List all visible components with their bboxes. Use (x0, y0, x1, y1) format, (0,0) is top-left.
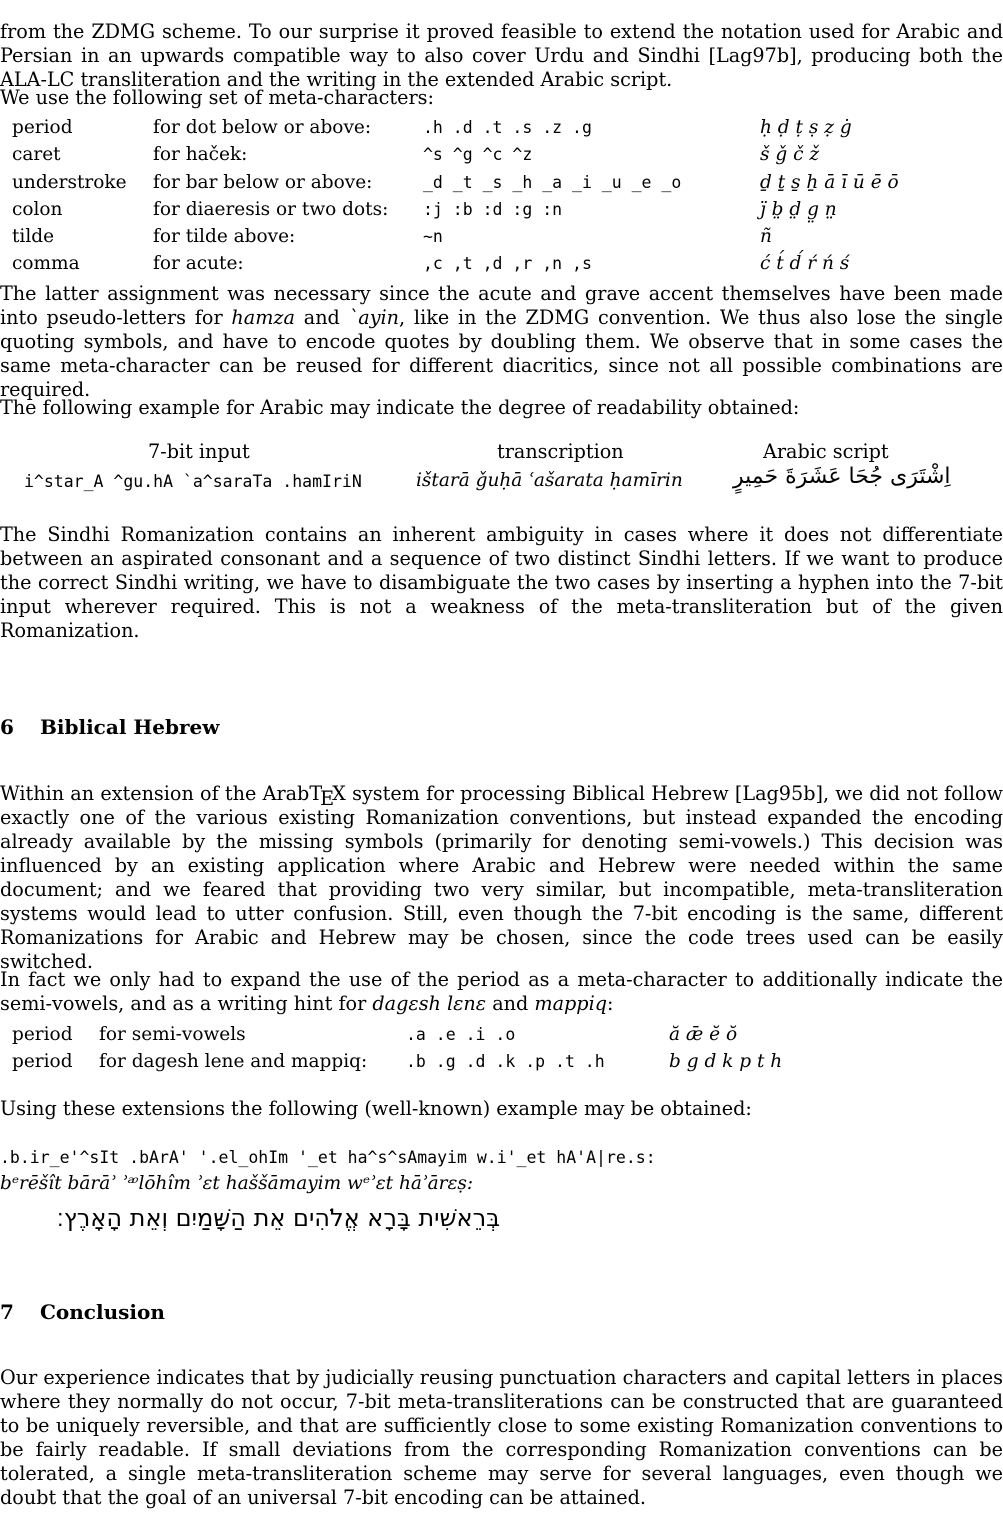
meta-description: for dot below or above: (153, 117, 372, 138)
meta-name: period (12, 1024, 73, 1045)
meta-result: š ǧ č ž (760, 144, 820, 166)
meta-code: ^s ^g ^c ^z (423, 145, 533, 165)
meta-name: period (12, 1051, 73, 1073)
tex-x: X (332, 782, 346, 805)
meta-code: ~n (423, 227, 443, 247)
intro-paragraph: from the ZDMG scheme. To our surprise it proved feasible to extend the notation used for Arabic and Persian in an upwards compatible way to also cover Urdu and Sindhi [Lag97b], producing both the ALA-LC transliteration and the writing in the extended Arabic script. (0, 20, 1003, 91)
meta-code: ,c ,t ,d ,r ,n ,s (423, 254, 592, 274)
tex-t: T (309, 782, 323, 805)
header-7bit-input: 7-bit input (148, 440, 250, 463)
text-segment: : (607, 992, 614, 1015)
section-number: 7 (0, 1300, 14, 1324)
table-row (12, 196, 980, 223)
conclusion-paragraph: Our experience indicates that by judicially reusing punctuation characters and capital letters in places where they normally do not occur, 7-bit meta-transliterations can be constructed that are guaranteed to be uniquely reversible, and that are sufficiently close to some existing Romanization conventions to be fairly readable. If small deviations from the corresponding Romanization conventions can be tolerated, a single meta-transliteration scheme may serve for several languages, even though we doubt that the goal of an universal 7-bit encoding can be attained. (0, 1366, 1003, 1509)
latter-assignment-paragraph (0, 282, 1003, 402)
text-segment: , like in the ZDMG convention. We thus also lose the single quoting symbols, and have to encode quotes by doubling them. We observe that in some cases the same meta-character can be reused for different diacritics, since not all possible combinations are required. (0, 306, 1003, 401)
table-row (12, 1048, 809, 1075)
header-arabic-script: Arabic script (763, 440, 889, 463)
example-arabic-script: اِشْتَرَى جُحَا عَشَرَةَ حَمِيرٍ (733, 464, 951, 489)
meta-result: j̈ b̤ d̤ g̤ n̤ (760, 198, 837, 220)
hebrew-paragraph-1 (0, 782, 1003, 974)
term-ayin: `ayin (348, 306, 400, 329)
meta-description: for acute: (153, 253, 244, 275)
meta-result: ñ (760, 226, 772, 248)
text-segment: and (486, 992, 535, 1015)
tex-e: E (320, 787, 335, 810)
hebrew-meta-table (12, 1021, 809, 1076)
hebrew-example-input: .b.ir_e'^sIt .bArA' '.el_ohIm '_et ha^s^sAmayim w.i'_et hA'A|re.s: (0, 1148, 656, 1167)
tex-logo (309, 782, 346, 810)
section-title: Conclusion (40, 1300, 165, 1324)
hebrew-example-transcription: bᵉrēšît bārāʾ ʾᵆlōhîm ʾɛt haššāmayim wᵉʾɛt hāʾārɛṣ: (0, 1173, 474, 1194)
meta-name: colon (12, 198, 63, 220)
term-hamza: hamza (231, 306, 295, 329)
table-row (12, 169, 980, 196)
section-heading-6 (0, 715, 219, 739)
meta-description: for diaeresis or two dots: (153, 198, 389, 220)
meta-name: understroke (12, 171, 127, 193)
text-segment: Within an extension of the Arab (0, 782, 310, 805)
meta-name: tilde (12, 226, 55, 248)
example-transcription: ištarā ǧuḥā ʿašarata ḥamīrin (416, 470, 683, 491)
meta-code: .h .d .t .s .z .g (423, 118, 592, 137)
term-dagesh-lene: dagɛsh lɛnɛ (372, 992, 487, 1015)
text-segment: and (294, 306, 349, 329)
table-row (12, 1021, 809, 1048)
meta-description: for dagesh lene and mappiq: (99, 1051, 368, 1073)
text-segment: The latter assignment was necessary since the acute and grave accent themselves have been made into pseudo-letters for (0, 282, 1003, 329)
text-segment: In fact we only had to expand the use of the period as a meta-character to additionally indicate the semi-vowels, and as a writing hint for (0, 968, 1003, 1015)
meta-characters-lead: We use the following set of meta-characters: (0, 86, 434, 109)
hebrew-example-script: בְּרֵאשִׁית בָּרָא אֱלֹהִים אֵת הַשָּׁמַיִם וְאֵת הָאָרֶץ׃ (56, 1204, 500, 1232)
extensions-paragraph: Using these extensions the following (well-known) example may be obtained: (0, 1097, 752, 1120)
readability-paragraph: The following example for Arabic may indicate the degree of readability obtained: (0, 396, 800, 419)
meta-result: ć t́ d́ ŕ ń ś (760, 253, 850, 275)
meta-code: :j :b :d :g :n (423, 199, 563, 219)
table-row (12, 223, 980, 250)
meta-name: comma (12, 253, 80, 275)
meta-result: b g d k p t h (669, 1051, 783, 1073)
meta-description: for bar below or above: (153, 171, 373, 193)
hebrew-paragraph-2 (0, 968, 1003, 1016)
text-segment: system for processing Biblical Hebrew [Lag95b], we did not follow exactly one of the various existing Romanization conventions, but instead expanded the encoding already available by the missing symbols (primarily for denoting semi-vowels.) This decision was influenced by an existing application where Arabic and Hebrew were needed within the same document; and we feared that providing two very similar, but incompatible, meta-transliteration systems would lead to utter confusion. Still, even though the 7-bit encoding is the same, different Romanizations for Arabic and Hebrew may be chosen, since the code trees used can be easily switched. (0, 782, 1003, 973)
meta-name: caret (12, 144, 61, 166)
meta-description: for semi-vowels (99, 1024, 246, 1045)
section-heading-7 (0, 1300, 165, 1324)
meta-description: for haček: (153, 144, 248, 166)
meta-description: for tilde above: (153, 226, 296, 248)
table-row (12, 141, 980, 168)
meta-code: .a .e .i .o (406, 1025, 516, 1044)
example-input: i^star_A ^gu.hA `a^saraTa .hamIriN (24, 472, 362, 491)
term-mappiq: mappiq (534, 992, 607, 1015)
meta-name: period (12, 117, 73, 138)
sindhi-paragraph: The Sindhi Romanization contains an inherent ambiguity in cases where it does not differentiate between an aspirated consonant and a sequence of two distinct Sindhi letters. If we want to produce the correct Sindhi writing, we have to disambiguate the two cases by inserting a hyphen into the 7-bit input wherever required. This is not a weakness of the meta-transliteration but of the given Romanization. (0, 523, 1003, 642)
meta-code: .b .g .d .k .p .t .h (406, 1052, 605, 1072)
table-row (12, 250, 980, 277)
section-number: 6 (0, 715, 14, 739)
meta-characters-table (12, 114, 980, 278)
section-title: Biblical Hebrew (40, 715, 220, 739)
meta-code: _d _t _s _h _a _i _u _e _o (423, 172, 682, 192)
meta-result: ă ǣ ĕ ŏ (669, 1024, 738, 1045)
header-transcription: transcription (497, 440, 624, 463)
meta-result: ḥ ḍ ṭ ṣ ẓ ġ (760, 117, 852, 138)
table-row (12, 114, 980, 141)
meta-result: ḏ ṯ s̱ ẖ ā ī ū ē ō (760, 171, 899, 193)
